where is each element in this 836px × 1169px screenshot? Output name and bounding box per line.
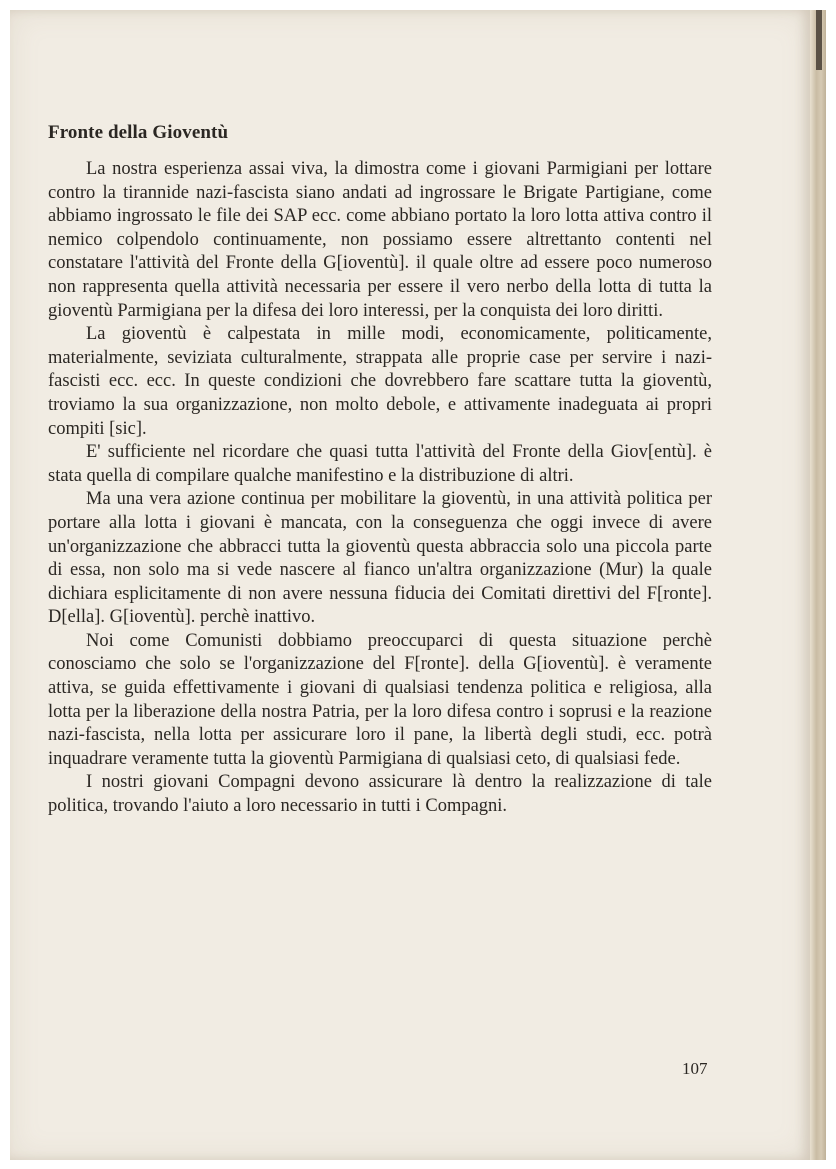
- paragraph: Noi come Comunisti dobbiamo preoccuparci di questa situazione perchè conosciamo che solo se l'organizzazione del F[ronte]. della G[ioventù]. è veramente attiva, se guida effettivamente i giovani di qualsiasi tendenza politica e religiosa, alla lotta per la liberazione della nostra Patria, per la loro difesa contro i soprusi e la reazione nazi-fascista, nella lotta per assicurare loro il pane, la libertà degli studi, ecc. potrà inquadrare veramente tutta la gioventù Parmigiana di qualsiasi ceto, di qualsiasi fede.: [48, 630, 712, 769]
- page-content: [48, 122, 712, 819]
- paragraph: Ma una vera azione continua per mobilitare la gioventù, in una attività politica per portare alla lotta i giovani è mancata, con la conseguenza che oggi invece di avere un'organizzazione che abbracci tutta la gioventù questa abbraccia solo una piccola parte di essa, non solo ma si vede nascere al fianco un'altra organizzazione (Mur) la quale dichiara esplicitamente di non avere nessuna fiducia dei Comitati direttivi del F[ronte]. D[ella]. G[ioventù]. perchè inattivo.: [48, 489, 712, 628]
- page-edge: [810, 10, 826, 1160]
- page-number: 107: [682, 1059, 708, 1078]
- edge-mark: [816, 10, 822, 70]
- section-heading: Fronte della Gioventù: [48, 122, 229, 143]
- paragraph: I nostri giovani Compagni devono assicurare là dentro la realizzazione di tale politica, trovando l'aiuto a loro necessario in tutti i Compagni.: [48, 772, 712, 817]
- paragraph: La nostra esperienza assai viva, la dimostra come i giovani Parmigiani per lottare contro la tirannide nazi-fascista siano andati ad ingrossare le Brigate Partigiane, come abbiamo ingrossato le file dei SAP ecc. come abbiano portato la loro lotta attiva contro il nemico colpendolo continuamente, non possiamo essere altrettanto contenti nel constatare l'attività del Fronte della G[ioventù]. il quale oltre ad essere poco numeroso non rappresenta quella attività necessaria per essere il vero nerbo della lotta di tutta la gioventù Parmigiana per la difesa dei loro interessi, per la conquista dei loro diritti.: [48, 159, 712, 321]
- paragraph: La gioventù è calpestata in mille modi, economicamente, politicamente, materialmente, seviziata culturalmente, strappata alle proprie case per servire i nazi-fascisti ecc. ecc. In queste condizioni che dovrebbero fare scattare tutta la gioventù, troviamo la sua organizzazione, non molto debole, e attivamente inadeguata ai propri compiti [sic].: [48, 324, 712, 439]
- paragraph: E' sufficiente nel ricordare che quasi tutta l'attività del Fronte della Giov[entù]. è stata quella di compilare qualche manifestino e la distribuzione di altri.: [48, 442, 712, 486]
